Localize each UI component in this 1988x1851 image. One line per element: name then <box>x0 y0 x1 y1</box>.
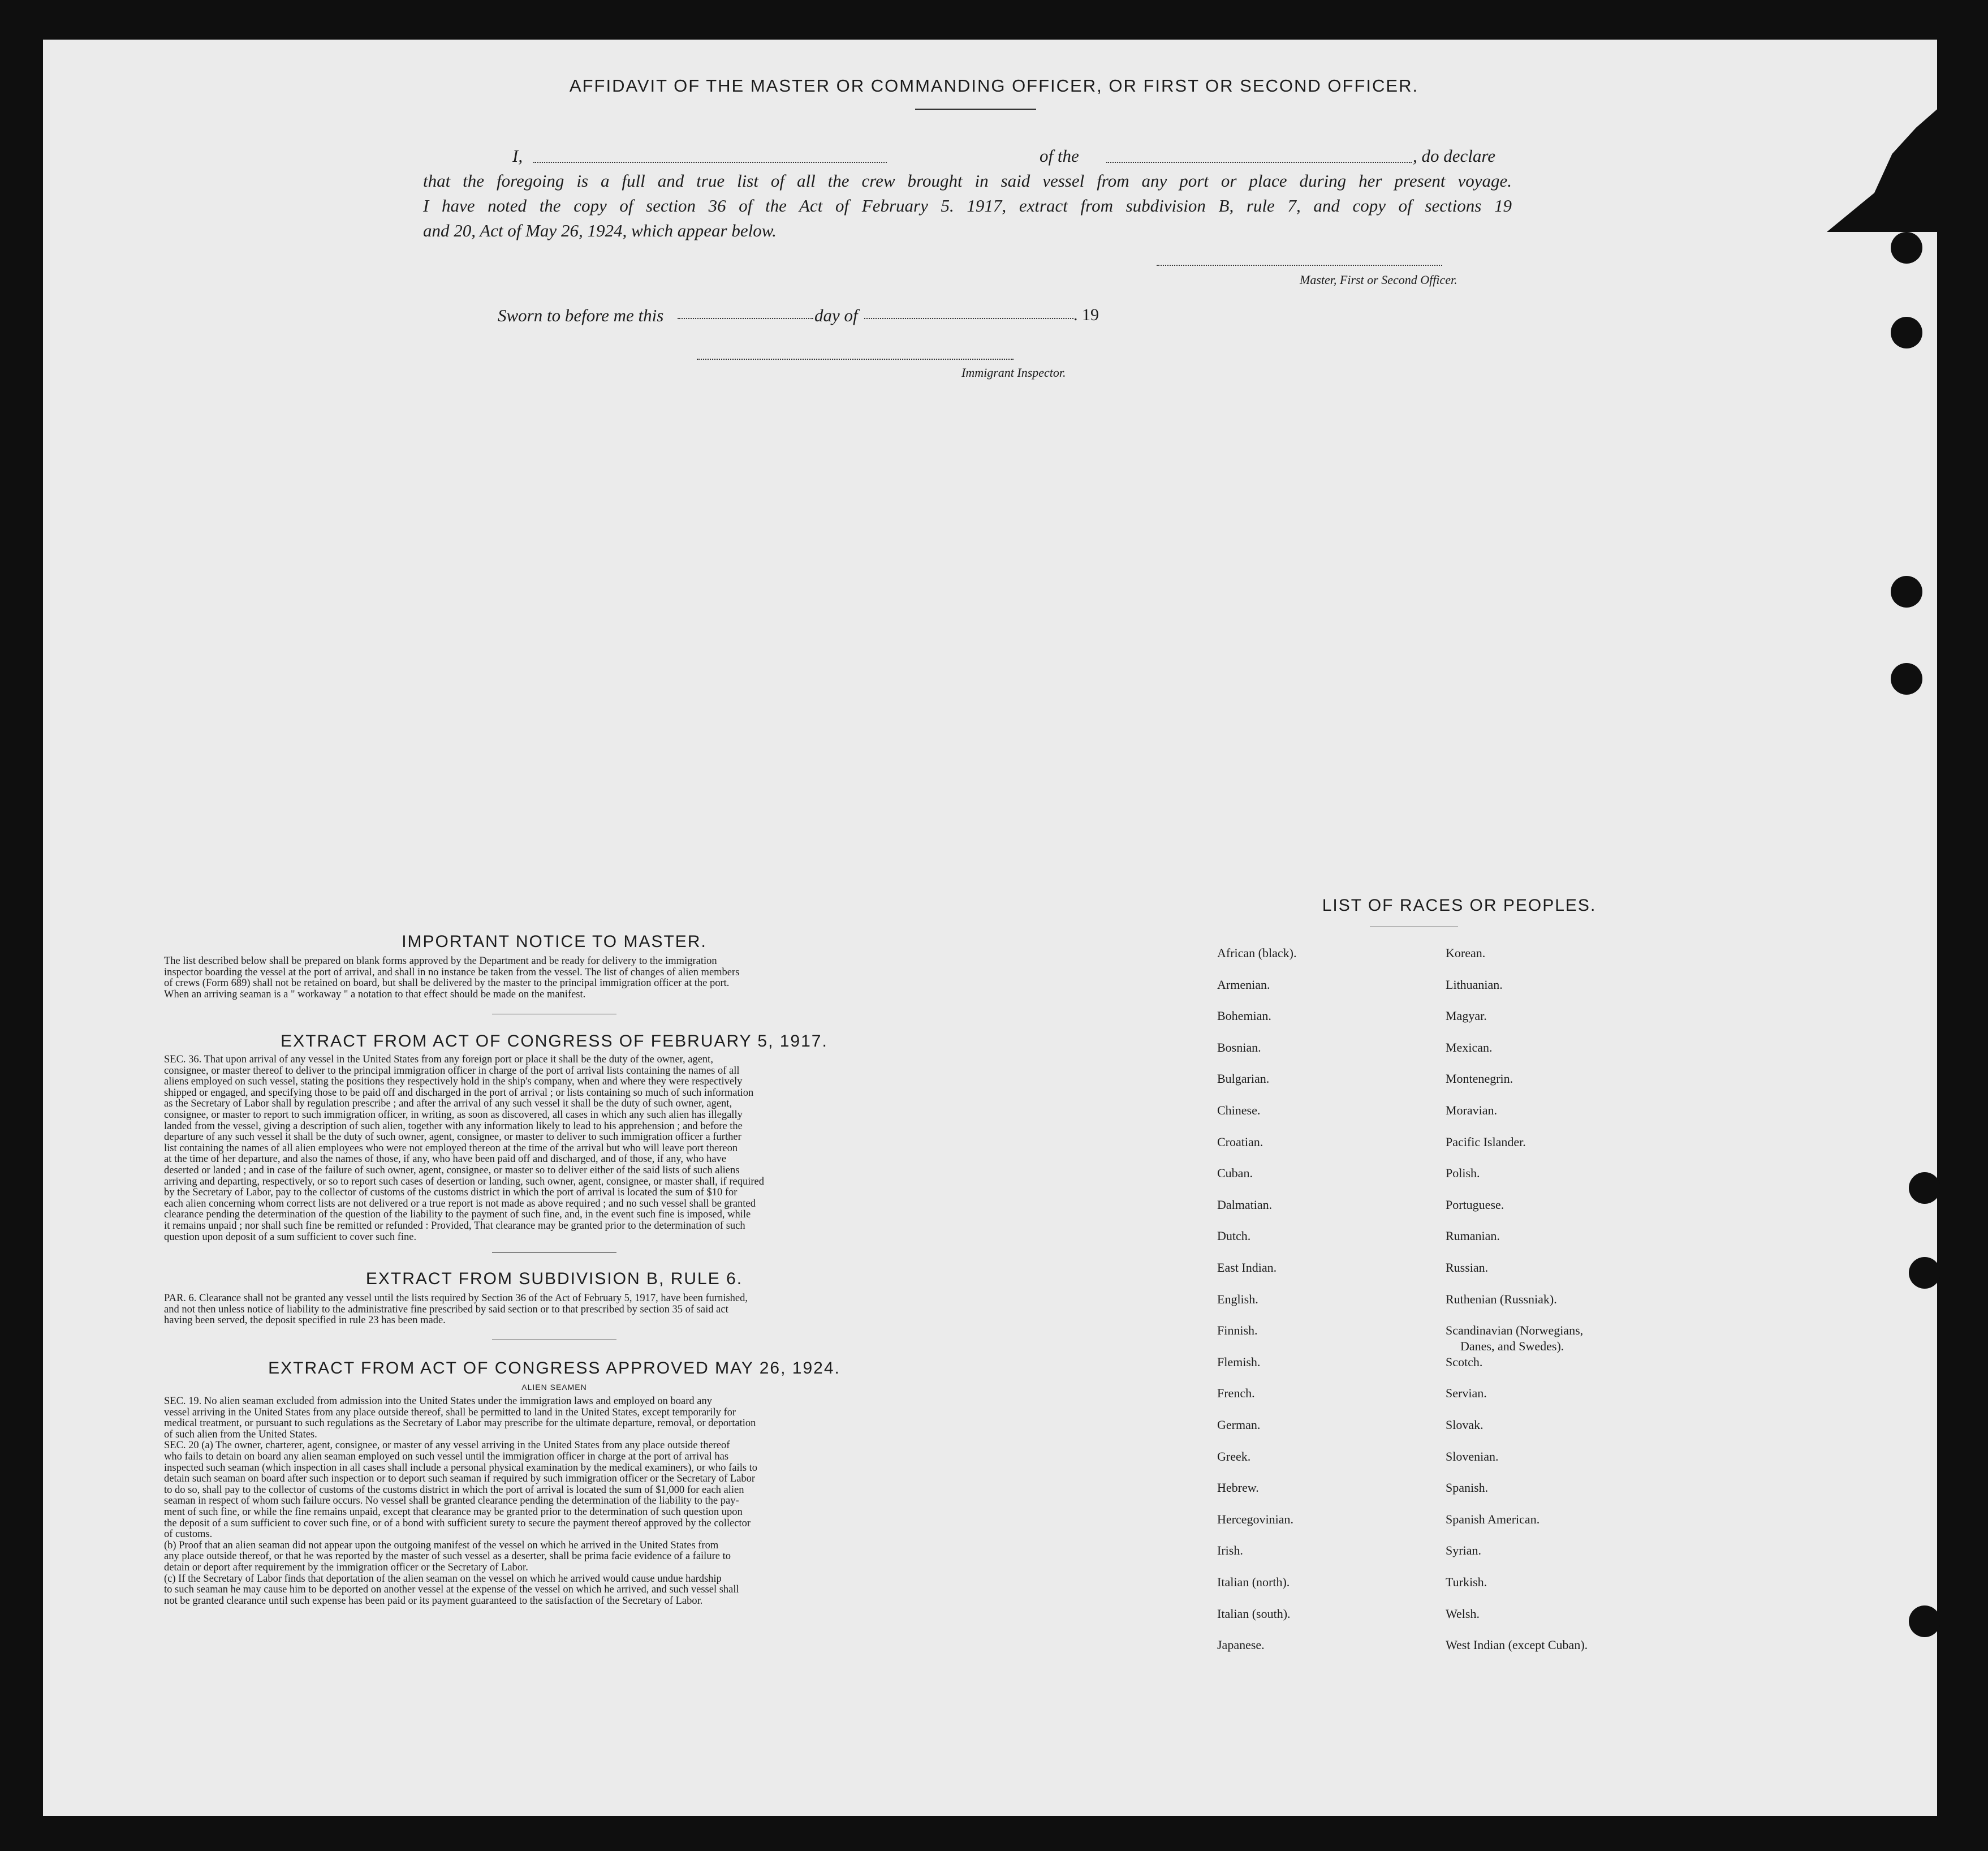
race-item: Bosnian. <box>1217 1040 1261 1054</box>
race-item: Slovak. <box>1446 1418 1484 1432</box>
notice-line: inspector boarding the vessel at the port of arrival, and shall in no instance be taken from the vessel. The list of changes of alien members <box>164 966 740 978</box>
sworn-prefix: Sworn to before me this <box>498 305 664 325</box>
race-item: Dalmatian. <box>1217 1197 1273 1212</box>
race-item: Magyar. <box>1446 1009 1487 1023</box>
punch-hole <box>1891 576 1922 608</box>
race-item: Portuguese. <box>1446 1197 1504 1212</box>
extract-line: PAR. 6. Clearance shall not be granted any vessel until the lists required by Section 36 of the Act of February 5, 1917, have been furnished, <box>164 1293 748 1304</box>
affidavit-line-1 <box>423 146 1512 166</box>
extract-line: and not then unless notice of liability to the administrative fine prescribed by said section or to that prescribed by section 35 of said act <box>164 1303 728 1315</box>
race-item: Korean. <box>1446 946 1486 960</box>
extract-line: aliens employed on such vessel, stating the positions they respectively hold in the ship's company, when and where they were respectively <box>164 1076 743 1088</box>
master-signature-field[interactable] <box>1157 265 1442 266</box>
extract-line: any place outside thereof, or that he was reported by the master of such vessel as a deserter, shall be prima facie evidence of a failure to <box>164 1551 731 1562</box>
race-item: Scotch. <box>1446 1354 1483 1369</box>
race-item: Welsh. <box>1446 1606 1480 1621</box>
race-item: Bohemian. <box>1217 1009 1271 1023</box>
extract-line: ment of such fine, or while the fine remains unpaid, except that clearance may be granted prior to the determination of such question upon <box>164 1506 743 1518</box>
race-item: Bulgarian. <box>1217 1071 1270 1086</box>
race-item: East Indian. <box>1217 1260 1277 1275</box>
race-item: Cuban. <box>1217 1166 1253 1181</box>
affidavit-line-3: I have noted the copy of section 36 of the Act of February 5. 1917, extract from subdivision B, rule 7, and copy of sections 19 <box>423 196 1512 216</box>
master-signature-label: Master, First or Second Officer. <box>1300 273 1457 287</box>
extract-line: consignee, or master to report to such immigration officer, in writing, as soon as discovered, all cases in which any such alien has illegally <box>164 1109 743 1121</box>
notice-text <box>164 956 947 1000</box>
affidavit-i: I, <box>512 146 523 166</box>
sworn-month-field[interactable] <box>864 318 1073 319</box>
race-item: Spanish American. <box>1446 1512 1540 1526</box>
extract-line: detain such seaman on board after such inspection or to deport such seaman if required by such immigration officer or the Secretary of Labor <box>164 1473 756 1485</box>
race-item: Hercegovinian. <box>1217 1512 1293 1526</box>
race-item: Croatian. <box>1217 1134 1263 1149</box>
race-item: French. <box>1217 1386 1255 1401</box>
punch-hole <box>1891 232 1922 264</box>
extract-line: detain or deport after requirement by the immigration officer or the Secretary of Labor. <box>164 1561 528 1573</box>
extract-1917-text <box>164 1054 947 1243</box>
race-item: Spanish. <box>1446 1480 1489 1495</box>
inspector-label: Immigrant Inspector. <box>961 365 1066 380</box>
race-item: Armenian. <box>1217 977 1270 992</box>
extract-line: to such seaman he may cause him to be deported on another vessel at the expense of the vessel on which he arrived, and such vessel shall <box>164 1584 739 1596</box>
extract-line: landed from the vessel, giving a description of such alien, together with any information likely to lead to his apprehension ; and before the <box>164 1120 743 1132</box>
punch-hole <box>1891 317 1922 348</box>
extract-line: list containing the names of all alien employees who were not employed thereon at the time of the arrival but who will leave port thereon <box>164 1142 738 1154</box>
races-title: LIST OF RACES OR PEOPLES. <box>1322 896 1597 915</box>
race-item: Irish. <box>1217 1543 1243 1558</box>
race-item: German. <box>1217 1418 1261 1432</box>
extract-rule6-title: EXTRACT FROM SUBDIVISION B, RULE 6. <box>365 1269 743 1288</box>
race-item: Russian. <box>1446 1260 1489 1275</box>
race-item: Pacific Islander. <box>1446 1134 1526 1149</box>
extract-line: seaman in respect of whom such failure occurs. No vessel shall be granted clearance pending the determination of the liability to the pay- <box>164 1495 739 1507</box>
affidavit-declare: , do declare <box>1413 146 1496 166</box>
extract-line: deserted or landed ; and in case of the failure of such owner, agent, consignee, or master so to deliver either of the said lists of such aliens <box>164 1164 740 1176</box>
extract-line: medical treatment, or pursuant to such regulations as the Secretary of Labor may prescribe for the ultimate departure, removal, or deportation <box>164 1418 756 1430</box>
punch-hole <box>1891 663 1922 695</box>
race-item: Servian. <box>1446 1386 1487 1401</box>
extract-line: to do so, shall pay to the collector of customs of the customs district in which the port of arrival is located the sum of $1,000 for each alien <box>164 1484 744 1496</box>
extract-line: (c) If the Secretary of Labor finds that deportation of the alien seaman on the vessel on which he arrived would cause undue hardship <box>164 1573 722 1585</box>
extract-line: the deposit of a sum sufficient to cover such fine, or of a bond with sufficient surety to secure the payment thereof approved by the collector <box>164 1517 751 1529</box>
race-item: Turkish. <box>1446 1575 1487 1589</box>
extract-line: question upon deposit of a sum sufficient to cover such fine. <box>164 1231 417 1243</box>
divider <box>492 1252 616 1253</box>
extract-line: SEC. 20 (a) The owner, charterer, agent, consignee, or master of any vessel arriving in the United States from any place outside thereof <box>164 1440 730 1452</box>
notice-title: IMPORTANT NOTICE TO MASTER. <box>402 932 707 951</box>
sworn-day-field[interactable] <box>678 318 813 319</box>
extract-line: SEC. 36. That upon arrival of any vessel in the United States from any foreign port or place it shall be the duty of the owner, agent, <box>164 1054 713 1065</box>
sworn-line <box>498 305 663 326</box>
race-item: English. <box>1217 1292 1258 1306</box>
race-item: Mexican. <box>1446 1040 1493 1054</box>
race-item: Ruthenian (Russniak). <box>1446 1292 1557 1306</box>
race-item: Lithuanian. <box>1446 977 1503 992</box>
extract-line: at the time of her departure, and also the names of those, if any, who have been paid off and discharged, and of those, if any, who have <box>164 1153 727 1165</box>
punch-hole <box>1909 1172 1940 1204</box>
affidavit-title: AFFIDAVIT OF THE MASTER OR COMMANDING OFFICER, OR FIRST OR SECOND OFFICER. <box>569 76 1419 96</box>
sworn-day-of: day of <box>814 305 858 325</box>
extract-line: not be granted clearance until such expense has been paid or its payment guaranteed to the satisfaction of the Secretary of Labor. <box>164 1595 703 1607</box>
affidavit-of-the: of the <box>1040 146 1079 166</box>
inspector-signature-field[interactable] <box>697 359 1014 360</box>
race-item: African (black). <box>1217 946 1297 960</box>
race-item: Rumanian. <box>1446 1229 1500 1243</box>
race-item: Italian (south). <box>1217 1606 1291 1621</box>
name-field[interactable] <box>533 162 887 163</box>
title-rule <box>915 109 1036 110</box>
extract-1924-title: EXTRACT FROM ACT OF CONGRESS APPROVED MAY 26, 1924. <box>268 1359 840 1378</box>
sworn-year: . 19 <box>1073 305 1099 324</box>
notice-line: The list described below shall be prepared on blank forms approved by the Department and be ready for delivery to the immigration <box>164 955 717 967</box>
extract-line: shipped or engaged, and specifying those to be paid off and discharged in the port of arrival ; or lists containing so much of such information <box>164 1087 754 1099</box>
race-item: Scandinavian (Norwegians, <box>1446 1323 1584 1338</box>
extract-line: of customs. <box>164 1529 213 1540</box>
extract-line: vessel arriving in the United States from any place outside thereof, shall be permitted to land in the United States, except temporarily for <box>164 1406 736 1418</box>
extract-line: clearance pending the determination of the question of the liability to the payment of such fine, and, in the event such fine is imposed, while <box>164 1209 751 1221</box>
extract-line: having been served, the deposit specified in rule 23 has been made. <box>164 1315 446 1327</box>
race-item: Italian (north). <box>1217 1575 1290 1589</box>
race-item: Finnish. <box>1217 1323 1258 1338</box>
race-item: Moravian. <box>1446 1103 1498 1117</box>
vessel-field[interactable] <box>1106 162 1412 163</box>
extract-line: SEC. 19. No alien seaman excluded from admission into the United States under the immigration laws and employed on board any <box>164 1396 712 1407</box>
extract-line: by the Secretary of Labor, pay to the collector of customs of the customs district in which the port of arrival is located the sum of $10 for <box>164 1187 738 1199</box>
extract-line: inspected such seaman (which inspection in all cases shall include a personal physical examination by the medical examiners), or who fails to <box>164 1462 758 1474</box>
extract-rule6-text <box>164 1293 947 1327</box>
race-item: Syrian. <box>1446 1543 1481 1558</box>
race-item: Flemish. <box>1217 1354 1261 1369</box>
extract-1917-title: EXTRACT FROM ACT OF CONGRESS OF FEBRUARY 5, 1917. <box>281 1032 828 1051</box>
race-item: Dutch. <box>1217 1229 1251 1243</box>
extract-line: (b) Proof that an alien seaman did not appear upon the outgoing manifest of the vessel on which he arrived in the United States from <box>164 1539 719 1551</box>
punch-hole <box>1909 1257 1940 1289</box>
punch-hole <box>1909 1605 1940 1637</box>
race-item: Polish. <box>1446 1166 1480 1181</box>
extract-line: it remains unpaid ; nor shall such fine be remitted or refunded : Provided, That clearance may be granted prior to the determination of such <box>164 1220 745 1232</box>
race-item: Montenegrin. <box>1446 1071 1513 1086</box>
extract-line: each alien concerning whom correct lists are not delivered or a true report is not made as above required ; and no such vessel shall be granted <box>164 1198 756 1209</box>
race-item: Chinese. <box>1217 1103 1261 1117</box>
race-item: Danes, and Swedes). <box>1460 1339 1564 1353</box>
notice-line: of crews (Form 689) shall not be retained on board, but shall be delivered by the master to the principal immigration officer at the port. <box>164 978 730 989</box>
extract-line: departure of any such vessel it shall be the duty of such owner, agent, consignee, or master to deliver to such immigration officer a further <box>164 1131 741 1143</box>
extract-line: arriving and departing, respectively, or so to report such cases of desertion or landing, such owner, agent, consignee, or master shall, if required <box>164 1176 764 1187</box>
race-item: Slovenian. <box>1446 1449 1499 1463</box>
race-item: Hebrew. <box>1217 1480 1259 1495</box>
extract-line: of such alien from the United States. <box>164 1428 317 1440</box>
notice-line: When an arriving seaman is a " workaway " a notation to that effect should be made on the manifest. <box>164 988 586 1000</box>
race-item: West Indian (except Cuban). <box>1446 1638 1588 1652</box>
extract-line: who fails to detain on board any alien seaman employed on such vessel until the immigration officer in charge at the port of arrival has <box>164 1450 729 1462</box>
race-item: Greek. <box>1217 1449 1251 1463</box>
extract-line: as the Secretary of Labor shall by regulation prescribe ; and after the arrival of any such vessel it shall be the duty of such owner, agent, <box>164 1098 732 1110</box>
extract-1924-text <box>164 1396 947 1607</box>
affidavit-line-4: and 20, Act of May 26, 1924, which appear below. <box>423 221 777 240</box>
race-item: Japanese. <box>1217 1638 1265 1652</box>
alien-seamen-subtitle: ALIEN SEAMEN <box>521 1383 587 1392</box>
affidavit-line-2: that the foregoing is a full and true list of all the crew brought in said vessel from any port or place during her present voyage. <box>423 171 1512 191</box>
extract-line: consignee, or master thereof to deliver to the principal immigration officer in charge of the port of arrival lists containing the names of all <box>164 1065 740 1077</box>
